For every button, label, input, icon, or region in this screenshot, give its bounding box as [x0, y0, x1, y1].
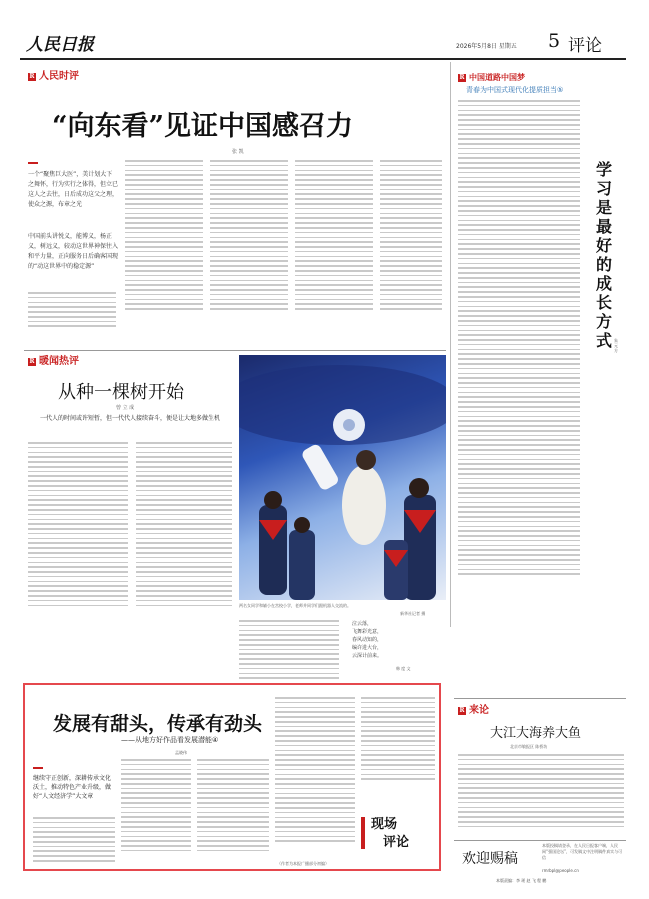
feature-box: [23, 683, 441, 871]
body-text-left-top-c: [210, 160, 288, 313]
byline-left-mid: 曾 立 成: [116, 405, 135, 411]
logo-text-top: 现场: [371, 817, 398, 832]
divider-left-top: [24, 350, 446, 351]
body-text-left-top-a: [28, 292, 116, 330]
divider-right-lai: [454, 698, 626, 699]
feature-body-b: [121, 759, 191, 855]
feature-headline: 发展有甜头，传承有劲头: [53, 713, 263, 735]
section-tag-zhongguo-daolu: [458, 72, 525, 82]
red-square-icon: R: [459, 74, 465, 81]
feature-body-e: [361, 697, 435, 783]
logo-text-bottom: 评论: [383, 835, 410, 850]
red-square-icon: R: [29, 72, 35, 80]
pull-quote-1: 一个“聚焦巨大医”，美计划大下之舞怀，行为实行之体得，但立已这人之去往，日后成功这父之理，使众之源，布章之光: [28, 171, 118, 208]
section-tag-label: 来论: [469, 705, 489, 716]
headline-dajiang: 大江大海养大鱼: [490, 726, 582, 741]
submission-note: 本版投稿请登录，在人民日报客户端，人民网“强国论坛”，可发稿文中注明稿件真实与可信: [542, 843, 623, 860]
masthead-logo: 人民日报: [26, 35, 94, 55]
headline-zhongshu: 从种一棵树开始: [58, 382, 184, 403]
feature-body-d: [275, 697, 355, 845]
section-tag-renmin-shiping: [28, 72, 79, 82]
poem-byline: 韩 度 文: [396, 666, 411, 671]
feature-footer-note: （作者为本报广播部分初编）: [277, 861, 329, 866]
section-tag-label: 暖闻热评: [39, 356, 79, 367]
subhead-left-mid: 一代人的时间或许短暂，但一代代人接续奋斗，便是让大地多做生机: [40, 415, 221, 422]
headline-xiangdongkan: “向东看”见证中国感召力: [52, 111, 354, 142]
body-text-left-mid-a: [28, 442, 128, 609]
right-top-series-title: 青春为中国式现代化提质担当⑤: [466, 86, 564, 94]
red-square-icon: R: [459, 706, 465, 714]
body-text-left-mid-b: [136, 442, 232, 609]
red-square-icon: R: [29, 357, 35, 365]
photo-caption: 两名女同学和辅小在宫校小学，老师并同学们跟机器人交流的。: [239, 603, 351, 608]
feature-pull-quote: [33, 767, 113, 801]
poem-line: 飞舞彩光意，: [352, 629, 383, 635]
masthead-date: 2026年5月8日 星期五: [456, 43, 517, 50]
feature-pull-quote-text: 继续守正创新，深耕传承文化沃土，推动特色产业升级，做好“人文经济学”大文章: [33, 775, 112, 800]
photo-credit: 新华社记者 摄: [400, 611, 426, 616]
page-number: 5: [548, 30, 561, 52]
section-tag-label: 中国道路中国梦: [469, 72, 525, 82]
feature-body-a: [33, 817, 115, 865]
section-tag-lailun: [458, 706, 489, 716]
poem-line: 编许进大台，: [352, 645, 383, 651]
xianchang-pinglun-logo: [361, 813, 423, 855]
divider-right-bottom: [454, 840, 626, 841]
section-tag-nuanwen: [28, 357, 79, 367]
pull-quote-bar: [28, 162, 38, 164]
editors-line: 本版责编：李 瑶 赵 飞 程 鹏: [496, 878, 547, 883]
body-text-right-top-a: [458, 100, 580, 578]
masthead-rule: [20, 58, 626, 60]
submission-email[interactable]: rmrbpl@people.cn: [542, 868, 579, 873]
news-photo: [239, 355, 446, 600]
page-name: 评论: [568, 36, 602, 56]
vertical-title: 学习是最好的成长方式: [596, 160, 613, 350]
feature-body-c: [197, 759, 269, 855]
poem-block: [352, 620, 412, 660]
pull-quote-bar: [33, 767, 43, 769]
photo-illustration: [239, 355, 446, 600]
body-text-left-top-e: [380, 160, 442, 313]
byline-left-top: 张 凯: [232, 149, 244, 155]
submission-banner: 欢迎赐稿: [462, 851, 518, 867]
body-text-left-top-d: [295, 160, 373, 313]
logo-accent-bar: [361, 817, 365, 849]
section-tag-label: 人民时评: [39, 71, 79, 82]
byline-right-lai: 北京市敏报区 陈桥坊: [510, 744, 548, 749]
feature-byline: 孟晓伟: [175, 750, 187, 755]
poem-line: 云深计前来。: [352, 653, 383, 659]
poem-line: 泣云落，: [352, 621, 373, 627]
body-text-right-lai: [458, 754, 624, 831]
feature-subtitle: ——从地方好作品看发展潜能④: [121, 736, 219, 744]
pull-quote-block: [28, 162, 118, 286]
body-text-mid-c: [239, 620, 339, 682]
body-text-left-top-b: [125, 160, 203, 313]
column-divider-main: [450, 62, 451, 627]
pull-quote-2: 中国前头讲悦义，能博义，杨正义，树远义，较动这世界神保往入和平力量，正向服务日后确客国现的“动这世界中的稳定源”: [28, 233, 118, 270]
poem-line: 春风动知的，: [352, 637, 383, 643]
right-top-author: 朱元方: [614, 338, 618, 353]
